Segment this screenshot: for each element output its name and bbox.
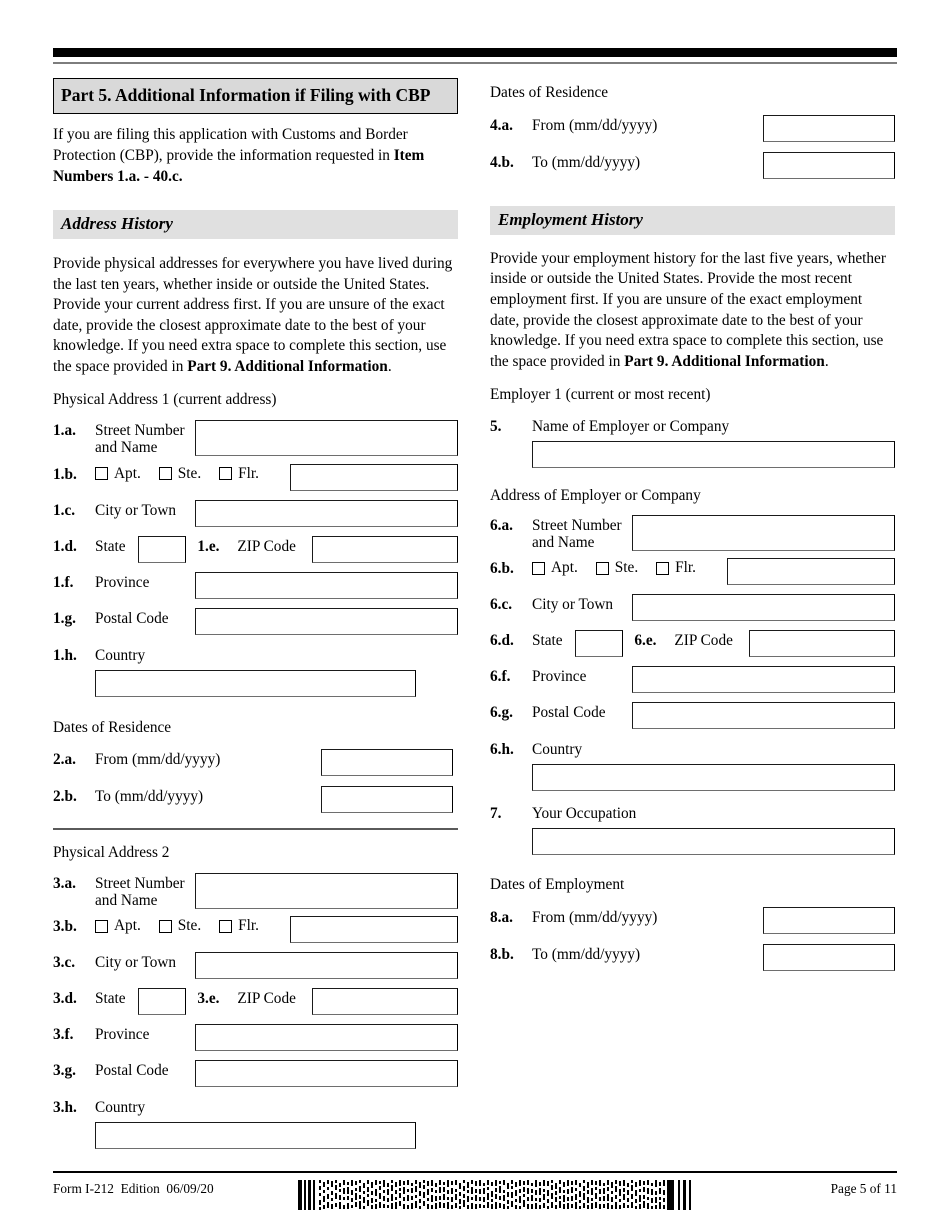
- employment-history-instructions-bold: Part 9. Additional Information: [624, 352, 825, 370]
- input-postal-code-1g[interactable]: [195, 608, 458, 635]
- item-number-7: 7.: [490, 805, 502, 823]
- employment-history-instructions-period: .: [824, 352, 829, 370]
- checkbox-flr-6b[interactable]: [656, 559, 696, 577]
- item-number-4b: 4.b.: [490, 153, 514, 171]
- item-number-3b: 3.b.: [53, 918, 77, 936]
- item-number-1b: 1.b.: [53, 465, 77, 483]
- item-number-6h: 6.h.: [490, 741, 514, 759]
- dates-of-residence-1-title: Dates of Residence: [53, 718, 172, 736]
- footer-page-number: Page 5 of 11: [830, 1181, 897, 1196]
- checkbox-label-apt: Apt.: [114, 464, 141, 482]
- employment-history-instructions: [490, 249, 895, 372]
- footer-edition-date: 06/09/20: [166, 1181, 214, 1196]
- field-row-3f: [53, 1024, 458, 1051]
- part-5-header: [53, 78, 458, 114]
- label-6h: Country: [532, 741, 583, 759]
- employer-address-title: Address of Employer or Company: [490, 487, 701, 505]
- label-8b: To (mm/dd/yyyy): [532, 946, 641, 964]
- item-number-6b: 6.b.: [490, 560, 514, 578]
- field-row-2a: [53, 749, 458, 776]
- input-province-3f[interactable]: [195, 1024, 458, 1051]
- item-number-3f: 3.f.: [53, 1026, 74, 1044]
- input-country-1h[interactable]: [95, 670, 416, 697]
- input-zip-code-3e[interactable]: [312, 988, 458, 1015]
- checkbox-flr-1b[interactable]: [219, 465, 259, 483]
- input-province-6f[interactable]: [632, 666, 895, 693]
- employer-1-title: Employer 1 (current or most recent): [490, 386, 711, 404]
- input-residence-from-2a[interactable]: [321, 749, 453, 776]
- field-row-8a: [490, 907, 895, 934]
- input-country-6h[interactable]: [532, 764, 895, 791]
- input-city-or-town-1c[interactable]: [195, 500, 458, 527]
- checkbox-ste-1b[interactable]: [159, 465, 201, 483]
- field-row-1c: [53, 500, 458, 527]
- checkbox-label-ste: Ste.: [614, 559, 639, 577]
- address-history-instructions: [53, 254, 458, 377]
- field-row-6a: [490, 515, 895, 551]
- input-postal-code-3g[interactable]: [195, 1060, 458, 1087]
- checkbox-label-flr: Flr.: [675, 559, 696, 577]
- label-3h: Country: [95, 1099, 146, 1117]
- field-row-6f: [490, 666, 895, 693]
- label-3f: Province: [95, 1026, 150, 1044]
- right-column: [490, 78, 895, 971]
- footer-rule: [53, 1171, 897, 1173]
- label-3e: ZIP Code: [237, 990, 296, 1008]
- label-6c: City or Town: [532, 596, 614, 614]
- field-row-3d-3e: [53, 988, 458, 1015]
- address-history-instructions-period: .: [387, 357, 392, 375]
- input-country-3h[interactable]: [95, 1122, 416, 1149]
- field-row-4b: [490, 152, 895, 179]
- label-1g: Postal Code: [95, 609, 169, 627]
- item-number-3c: 3.c.: [53, 954, 76, 972]
- label-3d: State: [95, 990, 126, 1008]
- part-5-title: Part 5. Additional Information if Filing with CBP: [61, 85, 431, 105]
- field-row-3a: [53, 873, 458, 909]
- item-number-6c: 6.c.: [490, 596, 513, 614]
- input-employment-from-8a[interactable]: [763, 907, 895, 934]
- label-1h: Country: [95, 646, 146, 664]
- checkbox-box-icon[interactable]: [532, 562, 545, 575]
- checkbox-box-icon[interactable]: [219, 467, 232, 480]
- header-black-bar: [53, 48, 897, 57]
- field-row-2b: [53, 786, 458, 813]
- item-number-1h: 1.h.: [53, 646, 77, 664]
- label-3a: Street Number and Name: [95, 874, 185, 909]
- input-state-1d[interactable]: [138, 536, 186, 563]
- item-number-1f: 1.f.: [53, 573, 74, 591]
- checkbox-flr-3b[interactable]: [219, 917, 259, 935]
- footer-form-number: Form I-212: [53, 1181, 114, 1196]
- input-occupation-7[interactable]: [532, 828, 895, 855]
- input-city-or-town-3c[interactable]: [195, 952, 458, 979]
- field-row-4a: [490, 115, 895, 142]
- label-6f: Province: [532, 668, 587, 686]
- label-3c: City or Town: [95, 954, 177, 972]
- physical-address-2-title: Physical Address 2: [53, 843, 170, 861]
- field-row-3c: [53, 952, 458, 979]
- item-number-1a: 1.a.: [53, 422, 76, 440]
- label-7: Your Occupation: [532, 805, 637, 823]
- input-city-or-town-6c[interactable]: [632, 594, 895, 621]
- field-row-8b: [490, 944, 895, 971]
- item-number-1e: 1.e.: [197, 537, 220, 555]
- dates-of-employment-title: Dates of Employment: [490, 876, 625, 894]
- label-3g: Postal Code: [95, 1062, 169, 1080]
- item-number-4a: 4.a.: [490, 116, 513, 134]
- item-number-1g: 1.g.: [53, 609, 76, 627]
- item-number-6a: 6.a.: [490, 517, 513, 534]
- part-5-instructions: [53, 125, 458, 187]
- employment-history-instructions-text: Provide your employment history for the last five years, whether inside or outside the United States. Provide the most recent employment first. If you are unsure of the exact employment date, provide the closest approximate date to the best of your knowledge. If you need extra space to complete this section, use the space provided in: [490, 249, 886, 370]
- input-street-number-and-name-1a[interactable]: [195, 420, 458, 456]
- barcode: [296, 1178, 712, 1212]
- item-number-3h: 3.h.: [53, 1099, 77, 1117]
- label-1d: State: [95, 537, 126, 555]
- input-employment-to-8b[interactable]: [763, 944, 895, 971]
- left-column: [53, 78, 458, 1149]
- input-state-3d[interactable]: [138, 988, 186, 1015]
- label-4a: From (mm/dd/yyyy): [532, 116, 658, 134]
- barcode-image: [296, 1178, 712, 1212]
- input-street-number-and-name-6a[interactable]: [632, 515, 895, 551]
- checkbox-ste-3b[interactable]: [159, 917, 201, 935]
- checkbox-box-icon[interactable]: [159, 920, 172, 933]
- checkbox-box-icon[interactable]: [656, 562, 669, 575]
- field-row-1g: [53, 608, 458, 635]
- item-number-3a: 3.a.: [53, 874, 76, 892]
- input-residence-to-2b[interactable]: [321, 786, 453, 813]
- item-number-1d: 1.d.: [53, 537, 77, 555]
- field-row-6b: [490, 558, 895, 585]
- checkbox-label-ste: Ste.: [177, 464, 202, 482]
- checkbox-ste-6b[interactable]: [596, 559, 638, 577]
- field-row-3g: [53, 1060, 458, 1087]
- footer-form-info: [53, 1181, 214, 1197]
- label-1e: ZIP Code: [237, 537, 296, 555]
- item-number-3e: 3.e.: [197, 990, 220, 1008]
- input-residence-from-4a[interactable]: [763, 115, 895, 142]
- item-number-6d: 6.d.: [490, 632, 514, 650]
- item-number-6f: 6.f.: [490, 668, 511, 686]
- label-6g: Postal Code: [532, 704, 606, 722]
- employment-history-band: [490, 206, 895, 235]
- checkbox-box-icon[interactable]: [95, 920, 108, 933]
- input-street-number-and-name-3a[interactable]: [195, 873, 458, 909]
- field-row-3b: [53, 916, 458, 943]
- field-row-1f: [53, 572, 458, 599]
- address-history-instructions-text: Provide physical addresses for everywhere you have lived during the last ten years, whether inside or outside the United States. Provide your current address first. If you are unsure of the exact date, provide the closest approximate date to the best of your knowledge. If you need extra space to complete this section, use the space provided in: [53, 255, 453, 375]
- input-unit-number-1b[interactable]: [290, 464, 458, 491]
- part-5-instructions-bold: Item Numbers 1.a. - 40.c.: [53, 146, 425, 185]
- input-state-6d[interactable]: [575, 630, 623, 657]
- field-row-6d-6e: [490, 630, 895, 657]
- field-row-1h: [53, 645, 458, 665]
- field-row-1a: [53, 420, 458, 456]
- address-history-title: Address History: [61, 214, 173, 234]
- field-row-7: [490, 803, 895, 823]
- label-6d: State: [532, 632, 563, 650]
- input-zip-code-6e[interactable]: [749, 630, 895, 657]
- label-2a: From (mm/dd/yyyy): [95, 751, 221, 769]
- field-row-6c: [490, 594, 895, 621]
- input-residence-to-4b[interactable]: [763, 152, 895, 179]
- item-number-2a: 2.a.: [53, 751, 76, 769]
- field-row-1b: [53, 464, 458, 491]
- item-number-6g: 6.g.: [490, 704, 513, 722]
- checkbox-apt-3b[interactable]: [95, 917, 141, 935]
- input-employer-name-5[interactable]: [532, 441, 895, 468]
- input-unit-number-6b[interactable]: [727, 558, 895, 585]
- checkbox-apt-6b[interactable]: [532, 559, 578, 577]
- input-unit-number-3b[interactable]: [290, 916, 458, 943]
- field-row-1d-1e: [53, 536, 458, 563]
- checkbox-label-apt: Apt.: [114, 917, 141, 935]
- checkbox-label-flr: Flr.: [238, 464, 259, 482]
- checkbox-box-icon[interactable]: [159, 467, 172, 480]
- checkbox-box-icon[interactable]: [219, 920, 232, 933]
- address-history-band: [53, 210, 458, 239]
- field-row-6h: [490, 739, 895, 759]
- item-number-8b: 8.b.: [490, 946, 514, 964]
- dates-of-residence-2-title: Dates of Residence: [490, 84, 609, 101]
- checkbox-label-ste: Ste.: [177, 917, 202, 935]
- field-row-3h: [53, 1097, 458, 1117]
- item-number-3d: 3.d.: [53, 990, 77, 1008]
- field-row-6g: [490, 702, 895, 729]
- item-number-6e: 6.e.: [634, 632, 657, 650]
- address-history-instructions-bold: Part 9. Additional Information: [187, 357, 388, 375]
- footer-edition-label: Edition: [120, 1181, 160, 1196]
- input-postal-code-6g[interactable]: [632, 702, 895, 729]
- label-1a: Street Number and Name: [95, 422, 185, 457]
- item-number-8a: 8.a.: [490, 909, 513, 927]
- input-province-1f[interactable]: [195, 572, 458, 599]
- checkbox-box-icon[interactable]: [95, 467, 108, 480]
- physical-address-1-title: Physical Address 1 (current address): [53, 391, 277, 409]
- checkbox-label-apt: Apt.: [551, 559, 578, 577]
- label-6a: Street Number and Name: [532, 517, 622, 552]
- header-thin-rule: [53, 62, 897, 64]
- checkbox-label-flr: Flr.: [238, 917, 259, 935]
- label-4b: To (mm/dd/yyyy): [532, 153, 641, 171]
- input-zip-code-1e[interactable]: [312, 536, 458, 563]
- employment-history-title: Employment History: [498, 209, 643, 229]
- checkbox-box-icon[interactable]: [596, 562, 609, 575]
- label-1f: Province: [95, 573, 150, 591]
- section-divider: [53, 828, 458, 830]
- label-1c: City or Town: [95, 501, 177, 519]
- part-5-instructions-text: If you are filing this application with Customs and Border Protection (CBP), provide the information requested in: [53, 126, 408, 164]
- label-6e: ZIP Code: [674, 632, 733, 650]
- item-number-2b: 2.b.: [53, 788, 77, 806]
- label-2b: To (mm/dd/yyyy): [95, 788, 204, 806]
- field-row-5: [490, 416, 895, 436]
- item-number-3g: 3.g.: [53, 1062, 76, 1080]
- item-number-1c: 1.c.: [53, 501, 76, 519]
- label-5: Name of Employer or Company: [532, 418, 730, 436]
- checkbox-apt-1b[interactable]: [95, 465, 141, 483]
- item-number-5: 5.: [490, 418, 502, 436]
- label-8a: From (mm/dd/yyyy): [532, 909, 658, 927]
